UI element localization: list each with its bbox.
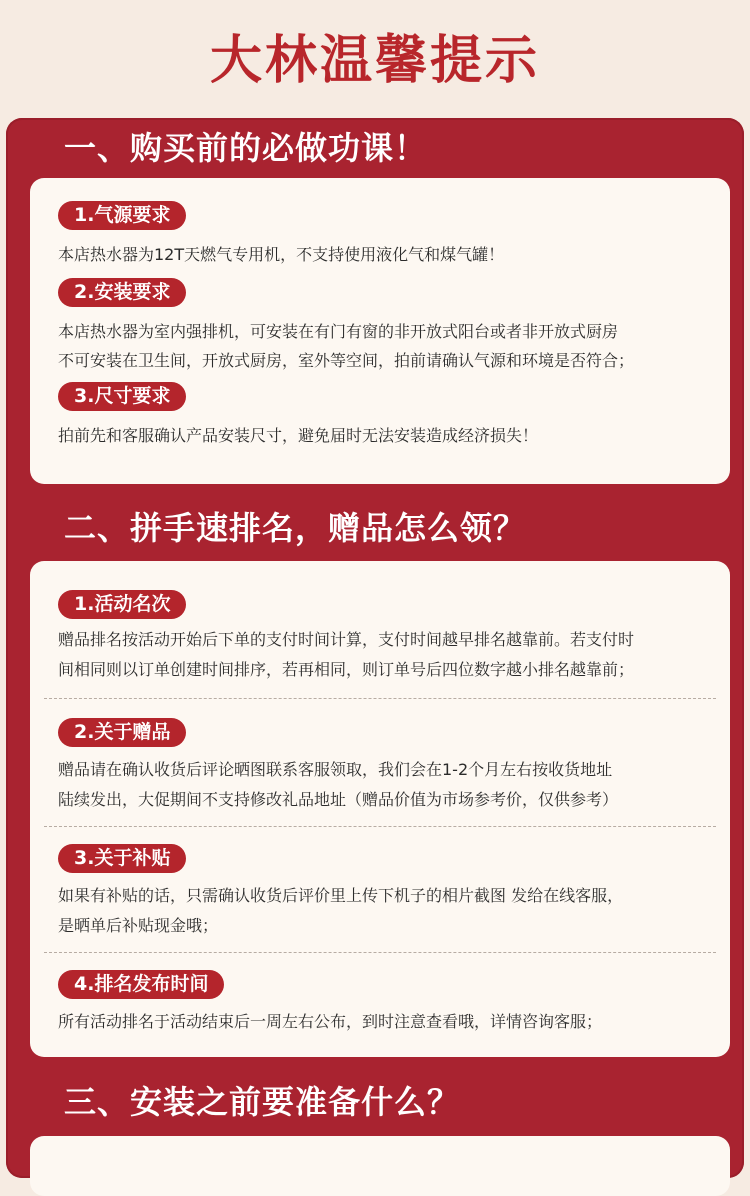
- section-card-3: [30, 1136, 730, 1196]
- activity-rank-text-1: 赠品排名按活动开始后下单的支付时间计算，支付时间越早排名越靠前。若支付时: [58, 630, 635, 649]
- page-title: 大林温馨提示: [209, 31, 540, 91]
- tag-size-requirement: 3.尺寸要求: [58, 382, 186, 411]
- divider: [44, 952, 716, 953]
- size-requirement-text-1: 拍前先和客服确认产品安装尺寸，避免届时无法安装造成经济损失！: [58, 426, 539, 445]
- about-gifts-text-1: 赠品请在确认收货后评论晒图联系客服领取，我们会在1-2个月左右按收货地址: [58, 760, 613, 779]
- about-subsidy-text-2: 是晒单后补贴现金哦；: [58, 916, 219, 935]
- gas-requirement-text-1: 本店热水器为12T天燃气专用机，不支持使用液化气和煤气罐！: [58, 245, 505, 264]
- about-subsidy-text-1: 如果有补贴的话，只需确认收货后评价里上传下机子的相片截图 发给在线客服，: [58, 886, 624, 905]
- about-gifts-text-2: 陆续发出，大促期间不支持修改礼品地址（赠品价值为市场参考价，仅供参考）: [58, 790, 619, 809]
- divider: [44, 826, 716, 827]
- section-card-2: [30, 561, 730, 1057]
- tag-gas-requirement: 1.气源要求: [58, 201, 186, 230]
- tag-about-gifts: 2.关于赠品: [58, 718, 186, 747]
- section-title-2: 二、拼手速排名，赠品怎么领？: [64, 509, 527, 547]
- tips-panel: [6, 118, 744, 1178]
- rank-publish-time-text-1: 所有活动排名于活动结束后一周左右公布，到时注意查看哦，详情咨询客服；: [58, 1012, 603, 1031]
- install-requirement-text-2: 不可安装在卫生间，开放式厨房，室外等空间，拍前请确认气源和环境是否符合；: [58, 351, 635, 370]
- tag-rank-publish-time: 4.排名发布时间: [58, 970, 224, 999]
- section-title-1: 一、购买前的必做功课！: [64, 129, 428, 167]
- install-requirement-text-1: 本店热水器为室内强排机，可安装在有门有窗的非开放式阳台或者非开放式厨房: [58, 322, 619, 341]
- section-card-1: [30, 178, 730, 484]
- tag-activity-rank: 1.活动名次: [58, 590, 186, 619]
- divider: [44, 698, 716, 699]
- tag-about-subsidy: 3.关于补贴: [58, 844, 186, 873]
- section-title-3: 三、安装之前要准备什么？: [64, 1083, 461, 1121]
- activity-rank-text-2: 间相同则以订单创建时间排序，若再相同，则订单号后四位数字越小排名越靠前；: [58, 660, 635, 679]
- tag-install-requirement: 2.安装要求: [58, 278, 186, 307]
